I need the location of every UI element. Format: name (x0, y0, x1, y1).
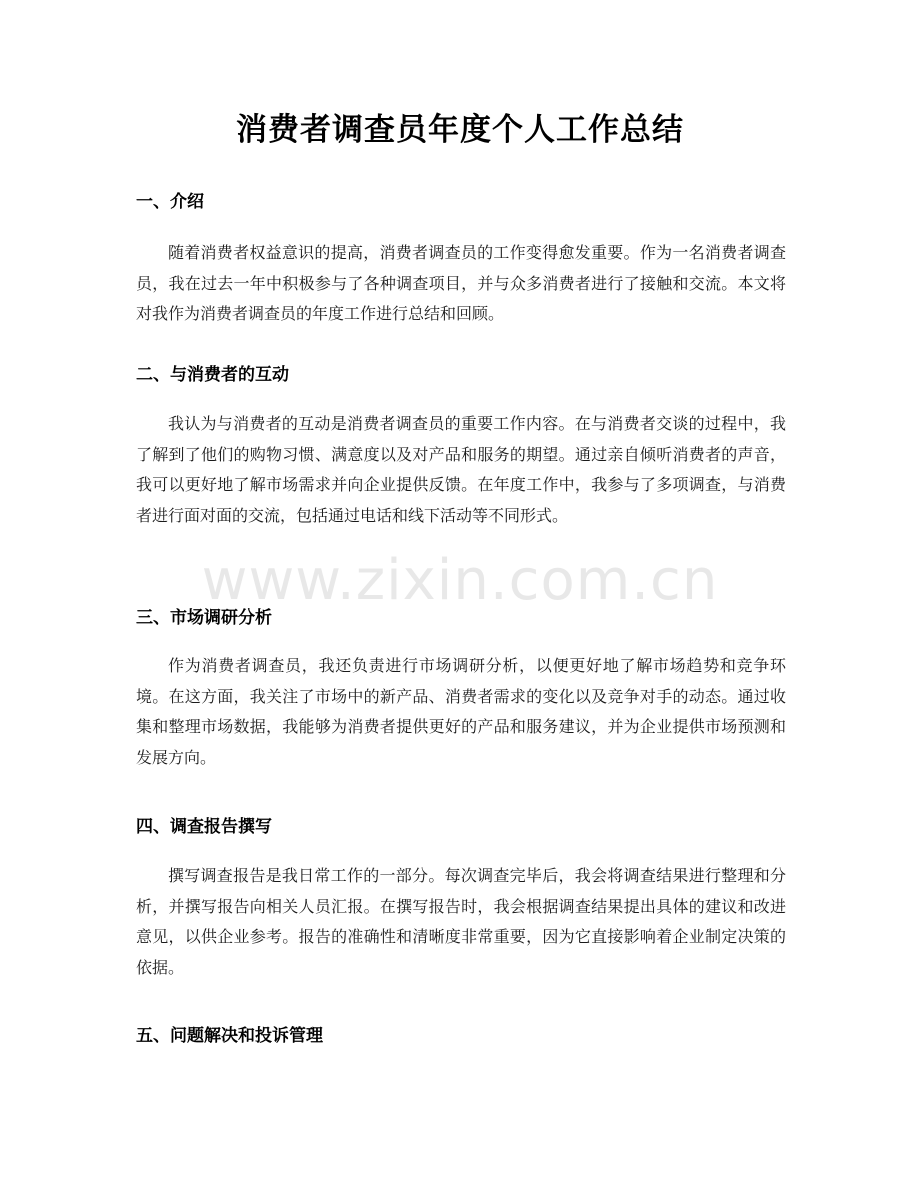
section-heading-market-research: 三、市场调研分析 (136, 608, 272, 628)
section-heading-introduction: 一、介绍 (136, 192, 204, 212)
section-paragraph-introduction: 随着消费者权益意识的提高，消费者调查员的工作变得愈发重要。作为一名消费者调查员，我在过去一年中积极参与了各种调查项目，并与众多消费者进行了接触和交流。本文将对我作为消费者调查员的年度工作进行总结和回顾。 (136, 243, 786, 323)
section-paragraph-report-writing: 撰写调查报告是我日常工作的一部分。每次调查完毕后，我会将调查结果进行整理和分析，并撰写报告向相关人员汇报。在撰写报告时，我会根据调查结果提出具体的建议和改进意见，以供企业参考。报告的准确性和清晰度非常重要，因为它直接影响着企业制定决策的依据。 (136, 866, 786, 977)
section-paragraph-consumer-interaction: 我认为与消费者的互动是消费者调查员的重要工作内容。在与消费者交谈的过程中，我了解到了他们的购物习惯、满意度以及对产品和服务的期望。通过亲自倾听消费者的声音，我可以更好地了解市场需求并向企业提供反馈。在年度工作中，我参与了多项调查，与消费者进行面对面的交流，包括通过电话和线下活动等不同形式。 (136, 414, 786, 525)
section-heading-consumer-interaction: 二、与消费者的互动 (136, 365, 289, 385)
page-title: 消费者调查员年度个人工作总结 (236, 112, 684, 148)
section-heading-report-writing: 四、调查报告撰写 (136, 817, 272, 837)
section-paragraph-market-research: 作为消费者调查员，我还负责进行市场调研分析，以便更好地了解市场趋势和竞争环境。在这方面，我关注了市场中的新产品、消费者需求的变化以及竞争对手的动态。通过收集和整理市场数据，我能够为消费者提供更好的产品和服务建议，并为企业提供市场预测和发展方向。 (136, 656, 786, 767)
section-heading-complaint-management: 五、问题解决和投诉管理 (136, 1026, 323, 1046)
watermark: www.zixin.com.cn (201, 548, 719, 613)
